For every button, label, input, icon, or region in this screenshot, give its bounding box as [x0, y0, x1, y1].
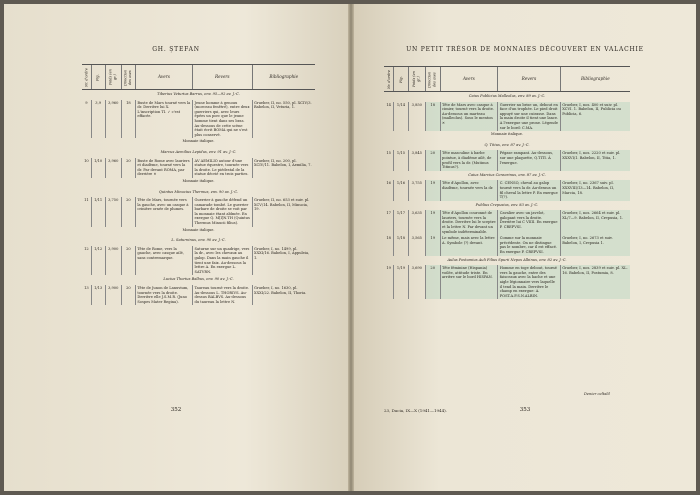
cell-biblio: Grueber, I, nos. 400 et suiv. pl. XCVI. 1. Babelon, II, Publicia ou Poblicia, 6.: [560, 102, 630, 132]
table-row: [384, 210, 630, 235]
cell-avers: Buste de Rome avec lauriers et diadème, tourné vers la dr. Par devant ROMA, par derrière ✕: [135, 158, 192, 178]
cell-revers: Comme sur la monnaie précédente. On ne distingue pas le nombre, car il est effacé. En exergue P. CREPVSI.: [498, 235, 561, 255]
cell-dir: 20: [121, 285, 135, 305]
book-spread: [4, 4, 696, 491]
cell-revers: Guerrier à gauche défend un camarade tombé. Le guerrier barbare de droite se voit par la monnaie étant abîmée. En exergue Q. M[I]N.TH (Quintus Thermus Minucii filius).: [193, 197, 252, 227]
column-header: Nr. d'ordre: [82, 65, 91, 90]
cell-dir: 18: [121, 100, 135, 139]
final-note: Denier celtalil: [584, 392, 610, 396]
coin-table-right: [384, 66, 630, 299]
cell-nr: 19: [386, 266, 391, 271]
cell-revers: Taureau tourné vers la droite. Au-dessous L. THORIVS. Au-dessus BALBVS. Au-dessous du taureau la lettre N.: [193, 285, 252, 305]
table-row: [82, 246, 315, 276]
cell-biblio: Grueber, I, no. 1630, pl. XXXI/22. Babelon, II, Thoria.: [252, 285, 315, 305]
table-row: [82, 285, 315, 305]
column-header: Avers: [135, 65, 192, 90]
ruler-heading: Caius Marcius Censorinus, env. 87 av. J.-C.: [468, 172, 546, 177]
cell-fig: 1/16: [394, 180, 409, 200]
cell-biblio: Grueber, II, no. 550, pl. XCIV/3. Babelon, II, Veturia, 1.: [252, 100, 315, 139]
cell-fig: 1/15: [394, 150, 409, 170]
cell-revers: Guerrier nu brise un, debout en face d'un trophée. Le pied droit appuyé sur une cuirasse. Dans la main droite il tient une lance. A l'exergue une prone. Légende sur le bord: C.MA.: [499, 102, 559, 130]
cell-poids: 3,960: [105, 158, 121, 178]
cell-biblio: Grueber, I, no. 2673 et suiv. Babelon, I, Crepusia 1.: [560, 235, 630, 255]
running-head-left: GH. ȘTEFAN: [152, 46, 200, 53]
cell-fig: 1/14: [394, 102, 409, 132]
cell-nr: 12: [84, 246, 89, 251]
column-header: Bibliographie: [252, 65, 315, 90]
cell-nr: 14: [386, 102, 391, 107]
cell-revers: C. CENSO, cheval au galop tourné vers la dr. Au-dessus un fil cheval la lettre P. En exergue T(?).: [498, 180, 561, 200]
cell-fig: 1/11: [91, 197, 105, 227]
cell-fig: 1/17: [394, 210, 409, 235]
cell-nr: 13: [84, 286, 89, 290]
row-note: Monnaie italique.: [182, 227, 215, 232]
cell-dir: 20: [121, 246, 135, 276]
column-header: Direction des axes: [425, 67, 440, 92]
cell-poids: 3,690: [408, 265, 425, 299]
cell-nr: 10: [84, 158, 89, 163]
ruler-heading: Quintus Minucius Thermus, env. 90 av. J.-C.: [158, 189, 239, 194]
row-note: Monnaie italique.: [182, 139, 215, 144]
column-header: Nr. d'ordre: [384, 67, 394, 92]
cell-dir: 20: [425, 265, 440, 299]
left-page: [4, 4, 348, 491]
ruler-heading: Caius Publicius Malleolus, env. 89 av. J.-C.: [468, 94, 546, 98]
coin-table-left: [82, 64, 315, 305]
cell-biblio: Grueber, I, nos. 2664 et suiv. pl. XL/7—9. Babelon, II, Crepusia, 1.: [560, 210, 630, 235]
cell-fig: 1/19: [394, 265, 409, 299]
cell-avers: Tête de Mars, tournée vers la gauche, avec un casque à crinière ornée de plumes.: [135, 197, 192, 227]
cell-dir: 19: [425, 235, 440, 255]
table-row: [384, 102, 630, 132]
cell-dir: 19: [425, 180, 440, 200]
cell-revers: AV AEMILIO autour d'une statue équestre, tournée vers la droite. Le piédestal de la statue décrié en trois parties.: [193, 158, 252, 178]
cell-nr: 16: [386, 181, 391, 186]
cell-poids: 3,845: [408, 150, 425, 170]
cell-avers: Tête d'Apollon, avec diadème, tournée vers la dr.: [440, 180, 498, 200]
ruler-heading: Aulus Postumius Auli Filius Spurii Nepos Albinus, env. 82 av. J.-C.: [447, 257, 567, 262]
cell-biblio: Grueber, I, no. 2367 suiv. pl. XXXVIII/13—14. Babelon, II, Marcia, 18.: [560, 180, 630, 200]
ruler-heading: Tiberius Veturius Barrus, env. 95—92 av. J.-C.: [157, 92, 240, 96]
cell-fig: 1/10: [91, 158, 105, 178]
cell-nr: 17: [386, 211, 391, 216]
cell-revers: Jeune homme à genoux (morceau fenêtré), entre deux guerriers qui, avec leurs épées un porc que le jeune homme tient dans ses bras. Au-dessous de cette scène était écrit BOMA qui ne s'est plus conservé.: [193, 100, 252, 139]
row-note: Monnaie italique.: [182, 178, 215, 183]
cell-biblio: Grueber, I, nos. 2839 et suiv. pl. XL. 16. Babelon, II, Postumia, 8.: [560, 265, 630, 299]
cell-poids: 3,565: [408, 235, 425, 255]
footnote: 23, Dacia, IX—X (1941—1944).: [384, 408, 447, 413]
cell-avers: Tête de Rome, vers la gauche, avec casque ailé, sans contremarque.: [135, 246, 192, 276]
ruler-heading: L. Saturninus, env. 90 av. J.-C.: [171, 238, 226, 243]
column-header: Revers: [498, 67, 561, 92]
right-page: [354, 4, 696, 491]
cell-poids: 3,900: [105, 285, 121, 305]
cell-avers: Tête d'Apollon couronné de lauriers, tournée vers la droite. Derrière lui le sceptre et la lettre N. Par devant un symbole indéterminable.: [440, 210, 498, 235]
cell-poids: 3,750: [105, 197, 121, 227]
cell-nr: 15: [386, 151, 391, 156]
column-header: Poids (en gr.): [408, 67, 425, 92]
table-row: [384, 265, 630, 299]
cell-avers: Le même, mais avec la lettre A. Symbole (?) devant.: [440, 235, 498, 255]
cell-revers: Saturne sur un quadrige, vers la dr., avec les chevaux au galop. Dans la main gauche il tient une faix. Au-dessous la lettre A. En exergue L. SATVRN.: [193, 246, 252, 276]
row-note: Monnaie italique.: [491, 132, 523, 137]
ruler-heading: Q. Titius, env. 87 av. J.-C.: [484, 142, 530, 147]
page-number-left: 352: [170, 407, 182, 413]
ruler-heading: Marcus Aemilius Lepidus, env. 91 av. J.-C.: [160, 149, 237, 154]
column-header: Direction des axes: [121, 65, 135, 90]
cell-poids: 3,635: [408, 210, 425, 235]
table-row: [384, 150, 630, 170]
cell-fig: 1/12: [91, 246, 105, 276]
cell-revers: Homme en toge debout, tourné vers la gauche, entre des faisceaux avec la hache et une aigle légionnaire vers laquelle il tend la main. Derrière le champ en exergue: A. POST.A.F.S.N.ALBIN.: [498, 265, 561, 299]
cell-dir: 20: [425, 150, 440, 170]
cell-dir: 19: [425, 210, 440, 235]
cell-revers: Cavalier avec un javelot, galopant vers la droite. Derrière lui C VIIII. En exergue P. CREPVSI.: [498, 210, 561, 235]
cell-fig: 3,9: [91, 100, 105, 139]
cell-nr: 11: [84, 198, 89, 203]
column-header: Revers: [193, 65, 252, 90]
table-row: [82, 197, 315, 227]
table-row: [384, 235, 630, 255]
cell-fig: 1/13: [91, 285, 105, 305]
cell-dir: 20: [121, 158, 135, 178]
cell-poids: 3,850: [408, 102, 425, 132]
cell-nr: 18: [386, 236, 391, 241]
cell-fig: 1/18: [394, 235, 409, 255]
cell-avers: Buste de Mars tourné vers la dr. Derrière lui X. L'inscription TI. ✓ c'est effacée.: [135, 100, 192, 139]
column-header: Fig.: [394, 67, 409, 92]
cell-poids: 3,960: [105, 100, 121, 139]
cell-poids: 3,900: [105, 246, 121, 276]
table-row: [82, 158, 315, 178]
cell-avers: Tête masculine à barbe pointue, à diadème ailé, de profil vers la dr. (Mutinus Titinus?).: [440, 150, 498, 170]
column-header: Poids (en gr.): [105, 65, 121, 90]
cell-biblio: Grueber, I, nos. 2220 et suiv. pl. XXXVI/1. Babelon, II, Titia, 1.: [560, 150, 630, 170]
cell-avers: Tête de Junon de Lanuvium, tournée vers la droite. Derrière elle J.S.M.R. (Juno Sospes Mater Regina).: [135, 285, 192, 305]
column-header: Bibliographie: [560, 67, 630, 92]
column-header: Avers: [440, 67, 498, 92]
running-head-right: UN PETIT TRÉSOR DE MONNAIES DÉCOUVERT EN VALACHIE: [406, 46, 644, 53]
table-row: [384, 180, 630, 200]
table-row: [82, 100, 315, 139]
column-header: Fig.: [91, 65, 105, 90]
cell-nr: 9: [85, 100, 88, 105]
cell-dir: 20: [121, 197, 135, 227]
cell-poids: 3,755: [408, 180, 425, 200]
ruler-heading: Publius Crepusius, env. 83 av. J.-C.: [475, 202, 539, 207]
cell-biblio: Grueber, I, no. 1499, pl. XXXI/16. Babelon, I, Appuleia, 1.: [252, 246, 315, 276]
cell-biblio: Grueber, II, no. 653 et suiv. pl. XCV/14. Babelon, II, Minucia, 19.: [252, 197, 315, 227]
cell-avers: Tête de Mars avec casque à cimier, tourné vers la droite. Au-dessous un marteau (malleolus). Sous le menton ✕: [440, 102, 498, 132]
ruler-heading: Lucius Thorius Balbus, env. 90 av. J.-C.: [163, 277, 234, 282]
cell-revers: Pégase rampant. Au-dessous, sur une plaquette, Q.TITI. À l'exergue.: [498, 150, 561, 170]
cell-biblio: Grueber, II, no. 200, pl. XCIV/11. Babelon, I, Aemilia, 7.: [252, 158, 315, 178]
cell-avers: Tête féminine (Hispania) voilée, attitude triste. En arrière sur le bord HISPAN.: [440, 265, 498, 299]
cell-dir: 18: [425, 102, 440, 132]
page-number-right: 353: [519, 407, 531, 413]
